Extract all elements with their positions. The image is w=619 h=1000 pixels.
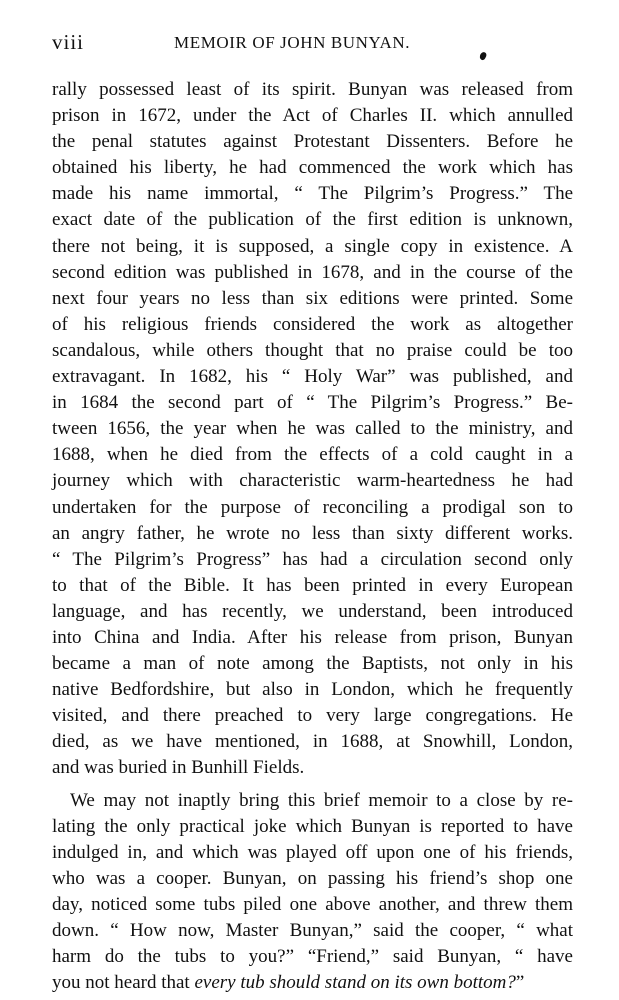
text-line: who was a cooper. Bunyan, on passing his friend’s shop one bbox=[52, 867, 573, 889]
text-line: “ The Pilgrim’s Progress” has had a circulation second only bbox=[52, 548, 573, 570]
text-line: to that of the Bible. It has been printed in every European bbox=[52, 574, 573, 596]
text-line: We may not inaptly bring this brief memoir to a close by re- bbox=[70, 789, 573, 811]
text-line: tween 1656, the year when he was called to the ministry, and bbox=[52, 418, 573, 440]
text-line-lead: you not heard that bbox=[52, 972, 195, 994]
text-line: visited, and there preached to very large congregations. He bbox=[52, 705, 573, 727]
text-line: day, noticed some tubs piled one above another, and threw them bbox=[52, 893, 573, 915]
text-line: second edition was published in 1678, and in the course of the bbox=[52, 261, 573, 283]
text-line: native Bedfordshire, but also in London, which he frequently bbox=[52, 679, 573, 701]
text-line bbox=[52, 970, 573, 996]
text-line: scandalous, while others thought that no praise could be too bbox=[52, 339, 573, 361]
paragraph-2 bbox=[52, 788, 573, 997]
text-line: made his name immortal, “ The Pilgrim’s Progress.” The bbox=[52, 183, 573, 205]
text-line: rally possessed least of its spirit. Bunyan was released from bbox=[52, 79, 573, 100]
text-line: the penal statutes against Protestant Dissenters. Before he bbox=[52, 131, 573, 153]
text-line: prison in 1672, under the Act of Charles II. which annulled bbox=[52, 105, 573, 127]
text-line: down. “ How now, Master Bunyan,” said the cooper, “ what bbox=[52, 920, 573, 941]
text-line-close: ” bbox=[515, 972, 525, 994]
running-title: MEMOIR OF JOHN BUNYAN. bbox=[174, 33, 411, 52]
text-line: extravagant. In 1682, his “ Holy War” was published, and bbox=[52, 366, 573, 388]
page-number: viii bbox=[52, 30, 85, 54]
text-line: exact date of the publication of the first edition is unknown, bbox=[52, 209, 573, 231]
text-line: next four years no less than six editions were printed. Some bbox=[52, 287, 573, 309]
text-line: died, as we have mentioned, in 1688, at Snowhill, London, bbox=[52, 731, 573, 753]
text-line: of his religious friends considered the work as altogether bbox=[52, 313, 573, 335]
text-line: became a man of note among the Baptists, not only in his bbox=[52, 653, 573, 675]
text-line: lating the only practical joke which Bunyan is reported to have bbox=[52, 815, 573, 837]
text-line: indulged in, and which was played off upon one of his friends, bbox=[52, 841, 573, 863]
text-line: journey which with characteristic warm-heartedness he had bbox=[52, 470, 573, 492]
paragraph-1 bbox=[52, 77, 573, 782]
running-head bbox=[52, 30, 571, 56]
text-line: into China and India. After his release from prison, Bunyan bbox=[52, 626, 573, 648]
text-line: language, and has recently, we understand, been introduced bbox=[52, 600, 573, 622]
text-line: an angry father, he wrote no less than sixty different works. bbox=[52, 522, 573, 544]
text-line: there not being, it is supposed, a single copy in existence. A bbox=[52, 235, 573, 257]
text-line: and was buried in Bunhill Fields. bbox=[52, 757, 305, 779]
italic-quote: every tub should stand on its own bottom? bbox=[194, 972, 516, 994]
text-line: 1688, when he died from the effects of a cold caught in a bbox=[52, 444, 573, 466]
text-line: in 1684 the second part of “ The Pilgrim’s Progress.” Be- bbox=[52, 392, 573, 414]
text-line: obtained his liberty, he had commenced the work which has bbox=[52, 157, 573, 179]
body-text bbox=[52, 77, 573, 996]
text-line: undertaken for the purpose of reconciling a prodigal son to bbox=[52, 496, 573, 518]
text-line: harm do the tubs to you?” “Friend,” said Bunyan, “ have bbox=[52, 946, 573, 968]
